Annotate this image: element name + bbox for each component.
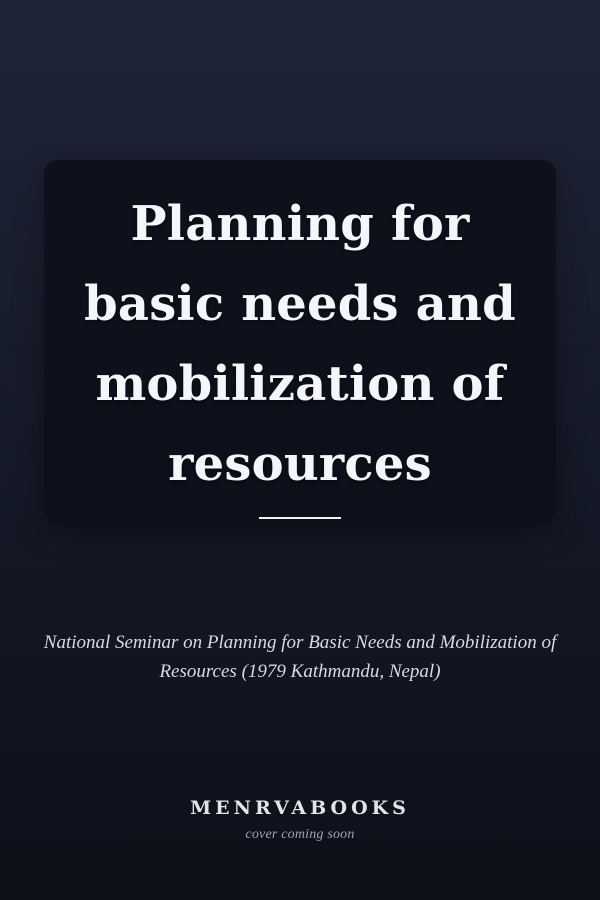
- cover-status: cover coming soon: [245, 827, 355, 842]
- publisher-name: MENRVABOOKS: [190, 797, 410, 819]
- title-panel: [44, 160, 556, 524]
- title-divider: [259, 517, 341, 519]
- book-subtitle: National Seminar on Planning for Basic Needs and Mobilization of Resources (1979 Kathmandu, Nepal): [43, 632, 557, 682]
- book-title: Planning for basic needs and mobilization of resources: [84, 196, 516, 492]
